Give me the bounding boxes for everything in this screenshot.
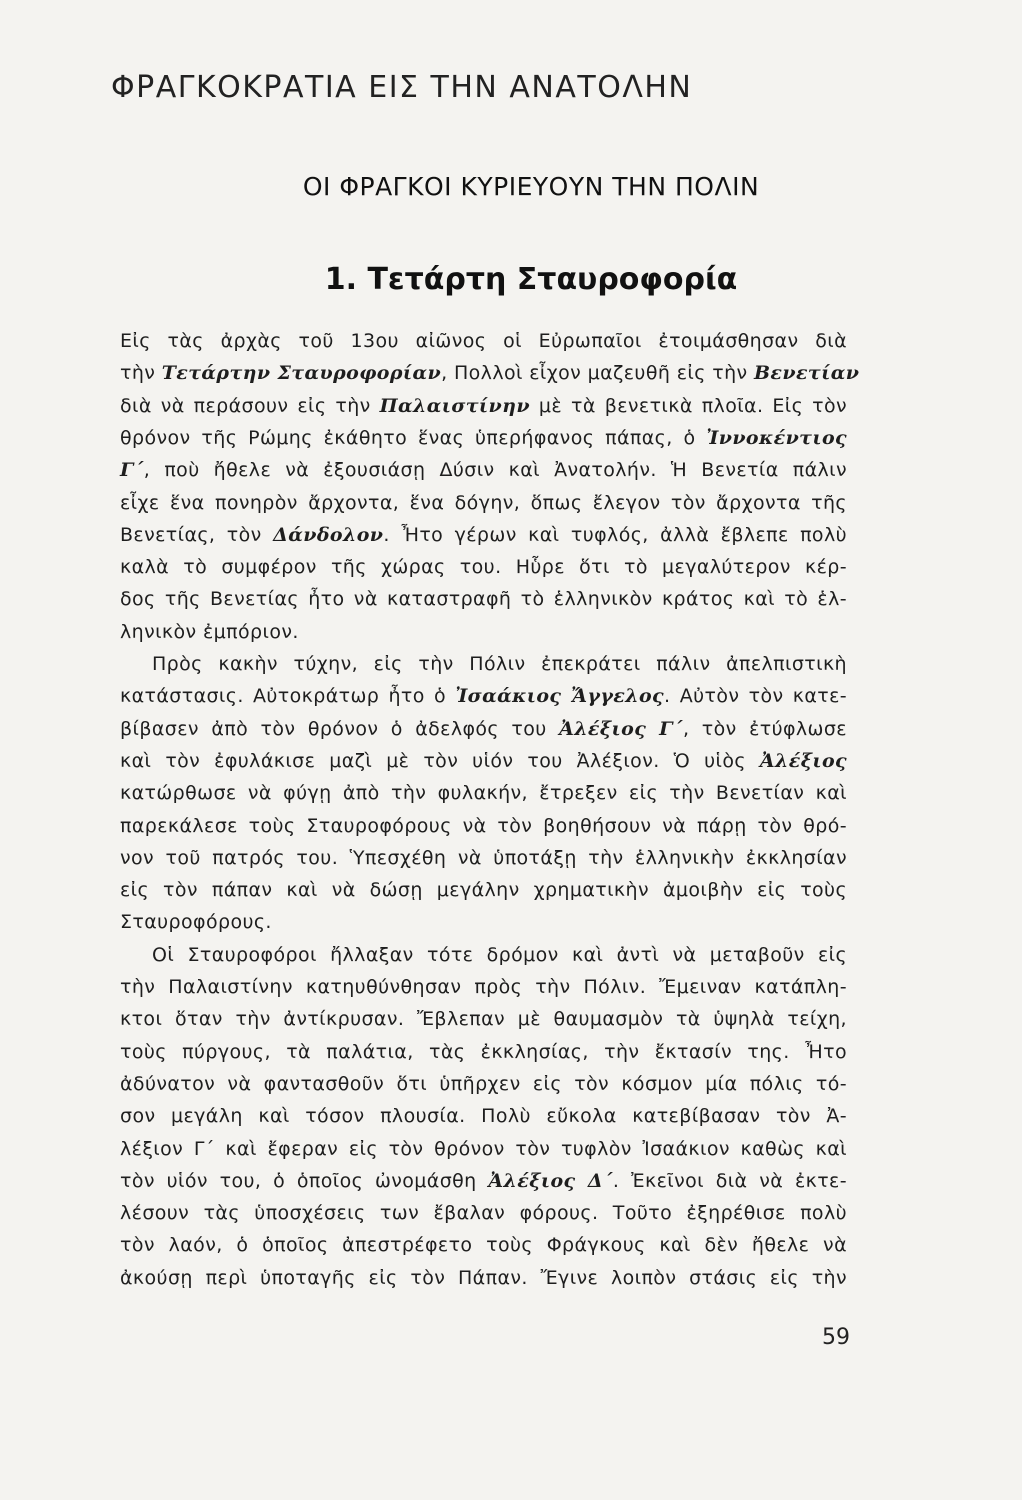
running-head: ΦΡΑΓΚΟΚΡΑΤΙΑ ΕΙΣ ΤΗΝ ΑΝΑΤΟΛΗΝ	[111, 70, 693, 105]
text-line	[120, 718, 847, 750]
text-line	[120, 362, 860, 394]
text-line	[120, 492, 847, 524]
italic-name: Ἰσαάκιος Ἄγγελος	[455, 685, 665, 708]
text-line	[120, 459, 847, 491]
text-run: . Αὐτὸν τὸν κατε-	[664, 685, 848, 708]
text-line	[120, 847, 847, 879]
page-number: 59	[822, 1325, 850, 1350]
text-run: τοὺς πύργους, τὰ παλάτια, τὰς ἐκκλησίας, τὴν ἔκτασίν της. Ἦτο	[120, 1040, 847, 1063]
text-line	[152, 653, 847, 685]
text-run: λέξιον Γ΄ καὶ ἔφεραν εἰς τὸν θρόνον τὸν τυφλὸν Ἰσαάκιον καθὼς καὶ	[120, 1137, 847, 1160]
text-run: θρόνον τῆς Ρώμης ἐκάθητο ἕνας ὑπερήφανος πάπας, ὁ	[120, 426, 707, 449]
text-line	[120, 1138, 847, 1170]
text-run: εἶχε ἕνα πονηρὸν ἄρχοντα, ἕνα δόγην, ὅπως ἔλεγον τὸν ἄρχοντα τῆς	[120, 491, 847, 514]
text-run: Εἰς τὰς ἀρχὰς τοῦ 13ου αἰῶνος οἱ Εὐρωπαῖοι ἐτοιμάσθησαν διὰ	[120, 330, 847, 352]
section-title: 1. Τετάρτη Σταυροφορία	[324, 262, 738, 297]
text-line	[120, 588, 847, 620]
italic-name: Δάνδολον	[273, 523, 384, 546]
text-line	[120, 1170, 847, 1202]
text-run: κατώρθωσε νὰ φύγῃ ἀπὸ τὴν φυλακήν, ἔτρεξεν εἰς τὴν Βενετίαν καὶ	[120, 782, 847, 805]
text-line	[120, 1008, 847, 1040]
text-run: καλὰ τὸ συμφέρον τῆς χώρας του. Ηὗρε ὅτι τὸ μεγαλύτερον κέρ-	[120, 556, 847, 579]
text-line	[120, 330, 847, 362]
text-run: Πρὸς κακὴν τύχην, εἰς τὴν Πόλιν ἐπεκράτει πάλιν ἀπελπιστικὴ	[152, 653, 847, 675]
text-run: μὲ τὰ βενετικὰ πλοῖα. Εἰς τὸν	[529, 394, 847, 417]
text-run: τὸν λαόν, ὁ ὁποῖος ἀπεστρέφετο τοὺς Φράγκους καὶ δὲν ἤθελε νὰ	[120, 1234, 847, 1257]
italic-name: Ἰννοκέντιος	[706, 426, 847, 449]
text-line	[120, 1105, 847, 1137]
text-line	[152, 944, 847, 976]
text-run: εἰς τὸν πάπαν καὶ νὰ δώσῃ μεγάλην χρηματικὴν ἀμοιβὴν εἰς τοὺς	[120, 879, 847, 902]
text-run: κτοι ὅταν τὴν ἀντίκρυσαν. Ἔβλεπαν μὲ θαυμασμὸν τὰ ὑψηλὰ τείχη,	[120, 1008, 847, 1031]
text-line	[120, 1202, 847, 1234]
text-run: νον τοῦ πατρός του. Ὑπεσχέθη νὰ ὑποτάξῃ τὴν ἑλληνικὴν ἐκκλησίαν	[120, 846, 847, 869]
text-run: κατάστασις. Αὐτοκράτωρ ἦτο ὁ	[120, 685, 456, 708]
text-run: βίβασεν ἀπὸ τὸν θρόνον ὁ ἀδελφός του	[120, 717, 560, 740]
text-line	[120, 427, 847, 459]
italic-name: Ἀλέξιος	[759, 749, 847, 772]
text-line	[120, 1073, 847, 1105]
text-run: . Ἐκεῖνοι διὰ νὰ ἐκτε-	[612, 1169, 847, 1192]
text-run: Οἱ Σταυροφόροι ἤλλαξαν τότε δρόμον καὶ ἀντὶ νὰ μεταβοῦν εἰς	[152, 943, 847, 966]
text-run: τὴν	[120, 362, 162, 385]
text-line	[120, 976, 847, 1008]
text-run: σον μεγάλη καὶ τόσον πλουσία. Πολὺ εὔκολα κατεβίβασαν τὸν Ἀ-	[120, 1105, 847, 1128]
text-line	[120, 685, 847, 717]
text-run: παρεκάλεσε τοὺς Σταυροφόρους νὰ τὸν βοηθήσουν νὰ πάρῃ τὸν θρό-	[120, 814, 847, 837]
text-run: διὰ νὰ περάσουν εἰς τὴν	[120, 394, 380, 417]
text-line	[120, 395, 847, 427]
text-line	[120, 1041, 847, 1073]
text-line	[120, 1267, 847, 1299]
text-run: δος τῆς Βενετίας ἦτο νὰ καταστραφῆ τὸ ἑλληνικὸν κράτος καὶ τὸ ἑλ-	[120, 588, 847, 611]
text-run: , τὸν ἐτύφλωσε	[682, 717, 847, 740]
text-run: ἀδύνατον νὰ φαντασθοῦν ὅτι ὑπῆρχεν εἰς τὸν κόσμον μία πόλις τό-	[120, 1072, 847, 1095]
text-run: ληνικὸν ἐμπόριον.	[120, 620, 299, 643]
text-run: , Πολλοὶ εἶχον μαζευθῆ εἰς τὴν	[441, 362, 754, 385]
text-run: Βενετίας, τὸν	[120, 523, 274, 546]
chapter-title: ΟΙ ΦΡΑΓΚΟΙ ΚΥΡΙΕΥΟΥΝ ΤΗΝ ΠΟΛΙΝ	[302, 172, 760, 201]
italic-name: Παλαιστίνην	[379, 394, 530, 417]
text-run: τὸν υἱόν του, ὁ ὁποῖος ὠνομάσθη	[120, 1169, 489, 1192]
text-run: , ποὺ ἤθελε νὰ ἐξουσιάσῃ Δύσιν καὶ Ἀνατολήν. Ἡ Βενετία πάλιν	[143, 459, 847, 482]
text-line	[120, 815, 847, 847]
text-line	[120, 782, 847, 814]
text-run: . Ἦτο γέρων καὶ τυφλός, ἀλλὰ ἔβλεπε πολὺ	[383, 523, 847, 546]
text-line	[120, 750, 847, 782]
text-run: Σταυροφόρους.	[120, 911, 272, 934]
text-line	[120, 879, 847, 911]
text-line	[120, 556, 847, 588]
italic-name: Ἀλέξιος Δ΄	[488, 1169, 613, 1192]
text-line	[120, 911, 847, 943]
text-line	[120, 524, 847, 556]
text-run: λέσουν τὰς ὑποσχέσεις των ἔβαλαν φόρους. Τοῦτο ἐξηρέθισε πολὺ	[120, 1202, 847, 1225]
text-line	[120, 621, 847, 653]
italic-name: Βενετίαν	[753, 362, 860, 385]
italic-name: Γ΄	[120, 459, 144, 482]
text-run: ἀκούσῃ περὶ ὑποταγῆς εἰς τὸν Πάπαν. Ἔγινε λοιπὸν στάσις εἰς τὴν	[120, 1266, 847, 1289]
text-line	[120, 1234, 847, 1266]
italic-name: Ἀλέξιος Γ΄	[559, 717, 683, 740]
italic-name: Τετάρτην Σταυροφορίαν	[161, 362, 442, 385]
text-run: καὶ τὸν ἐφυλάκισε μαζὶ μὲ τὸν υἱόν του Ἀλέξιον. Ὁ υἱὸς	[120, 749, 760, 772]
text-run: τὴν Παλαιστίνην κατηυθύνθησαν πρὸς τὴν Πόλιν. Ἔμειναν κατάπλη-	[120, 976, 847, 998]
